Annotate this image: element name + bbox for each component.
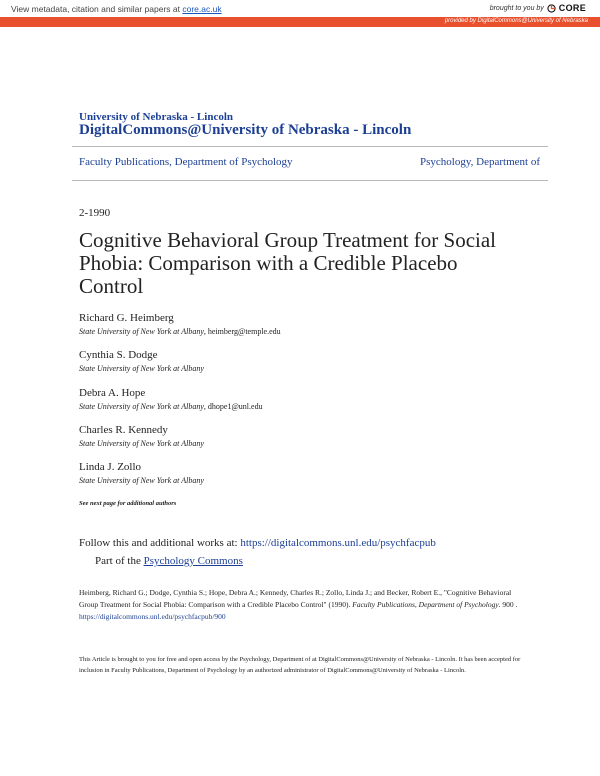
repository-name: DigitalCommons@University of Nebraska - Lincoln — [79, 122, 412, 138]
recommended-citation — [79, 587, 529, 623]
core-metadata-prefix: View metadata, citation and similar papers at — [11, 4, 183, 14]
affiliation-text: State University of New York at Albany — [79, 364, 204, 373]
author-email: , dhope1@unl.edu — [203, 402, 263, 411]
faculty-publications-link[interactable]: Faculty Publications, Department of Psychology — [79, 156, 293, 168]
article-title: Cognitive Behavioral Group Treatment for Social Phobia: Comparison with a Credible Placebo Control — [79, 228, 497, 298]
psychology-commons-link[interactable]: Psychology Commons — [143, 555, 243, 567]
core-banner — [0, 0, 600, 28]
author-affiliation — [79, 402, 263, 411]
nav-divider-top — [72, 146, 548, 147]
nav-divider-bottom — [72, 180, 548, 181]
follow-prefix: Follow this and additional works at: — [79, 537, 241, 549]
author-email: , heimberg@temple.edu — [203, 327, 281, 336]
brought-by-text: brought to you by — [489, 4, 544, 12]
affiliation-text: State University of New York at Albany — [79, 476, 204, 485]
provided-by-strip — [0, 17, 600, 27]
citation-number: . 900 . — [498, 600, 518, 609]
part-of-line — [95, 555, 243, 567]
affiliation-text: State University of New York at Albany — [79, 402, 204, 411]
see-next-page-note: See next page for additional authors — [79, 500, 177, 507]
part-of-prefix: Part of the — [95, 555, 144, 567]
citation-url-link[interactable]: https://digitalcommons.unl.edu/psychfacpub/900 — [79, 612, 226, 621]
core-logo: CORE — [558, 3, 586, 13]
affiliation-text: State University of New York at Albany — [79, 439, 204, 448]
publication-date: 2-1990 — [79, 207, 111, 219]
department-link[interactable]: Psychology, Department of — [420, 156, 540, 168]
author-name: Richard G. Heimberg — [79, 312, 174, 324]
citation-text: Heimberg, Richard G.; Dodge, Cynthia S.; Hope, Debra A.; Kennedy, Charles R.; Zollo, Linda J.; and Becker, Robert E., "Cognitive Behavioral Group Treatment for Social Phobia: Comparison with a Credible Placebo Control" (1990). — [79, 588, 512, 609]
author-affiliation — [79, 364, 204, 373]
access-notice: This Article is brought to you for free and open access by the Psychology, Department of at DigitalCommons@University of Nebraska - Lincoln. It has been accepted for inclusion in Faculty Publications, Department of Psychology by an authorized administrator of DigitalCommons@University of Nebraska - Lincoln. — [79, 656, 521, 674]
core-metadata-link-text — [11, 4, 222, 14]
author-name: Linda J. Zollo — [79, 461, 142, 473]
university-name: University of Nebraska - Lincoln — [79, 111, 233, 123]
author-name: Charles R. Kennedy — [79, 424, 168, 436]
affiliation-text: State University of New York at Albany — [79, 327, 204, 336]
author-name: Debra A. Hope — [79, 387, 146, 399]
provided-by-text: provided by DigitalCommons@University of Nebraska — [444, 18, 588, 24]
author-affiliation — [79, 439, 204, 448]
core-brought-by[interactable] — [490, 3, 586, 13]
author-affiliation — [79, 327, 281, 336]
core-link[interactable]: core.ac.uk — [182, 4, 222, 14]
follow-url-link[interactable]: https://digitalcommons.unl.edu/psychfacpub — [240, 537, 436, 549]
author-name: Cynthia S. Dodge — [79, 349, 158, 361]
author-affiliation — [79, 476, 204, 485]
follow-line — [79, 537, 436, 549]
core-logo-icon — [547, 4, 556, 13]
citation-series: Faculty Publications, Department of Psychology — [352, 600, 499, 609]
